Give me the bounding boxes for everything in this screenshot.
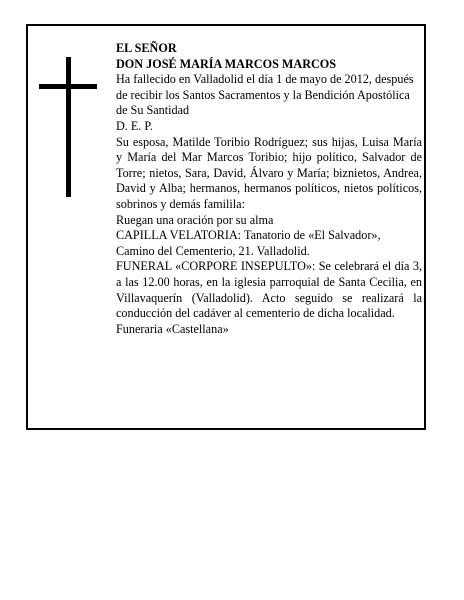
funeral-text: FUNERAL «CORPORE INSEPULTO»: Se celebrará el día 3, a las 12.00 horas, en la iglesia parroquial de Santa Cecilia, en Villavaquerín (Valladolid). Acto seguido se realizará la conducción del cadáver al cementerio de dicha localidad. (116, 259, 422, 321)
obituary-text (116, 41, 422, 337)
title-line-1: EL SEÑOR (116, 41, 177, 55)
announcement-text: Ha fallecido en Valladolid el día 1 de mayo de 2012, después de recibir los Santos Sacramentos y la Bendición Apostólica de Su Santidad (116, 72, 414, 118)
cross-icon (66, 57, 71, 197)
prayer-text: Ruegan una oración por su alma (116, 212, 274, 227)
chapel-text: CAPILLA VELATORIA: Tanatorio de «El Salvador», Camino del Cementerio, 21. Valladolid. (116, 228, 381, 258)
deceased-name: DON JOSÉ MARÍA MARCOS MARCOS (116, 56, 337, 71)
dep-text: D. E. P. (116, 118, 153, 133)
funeral-home-text: Funeraria «Castellana» (116, 321, 229, 336)
cross-icon-crossbar (39, 84, 97, 89)
family-text: Su esposa, Matilde Toribio Rodríguez; sus hijas, Luisa María y María del Mar Marcos Toribio; hijo político, Salvador de Torre; nietos, Sara, David, Álvaro y María; biznietos, Andrea, David y Alba; hermanos, hermanos políticos, nietos políticos, sobrinos y demás familila: (116, 134, 422, 211)
obituary-notice (26, 24, 426, 430)
